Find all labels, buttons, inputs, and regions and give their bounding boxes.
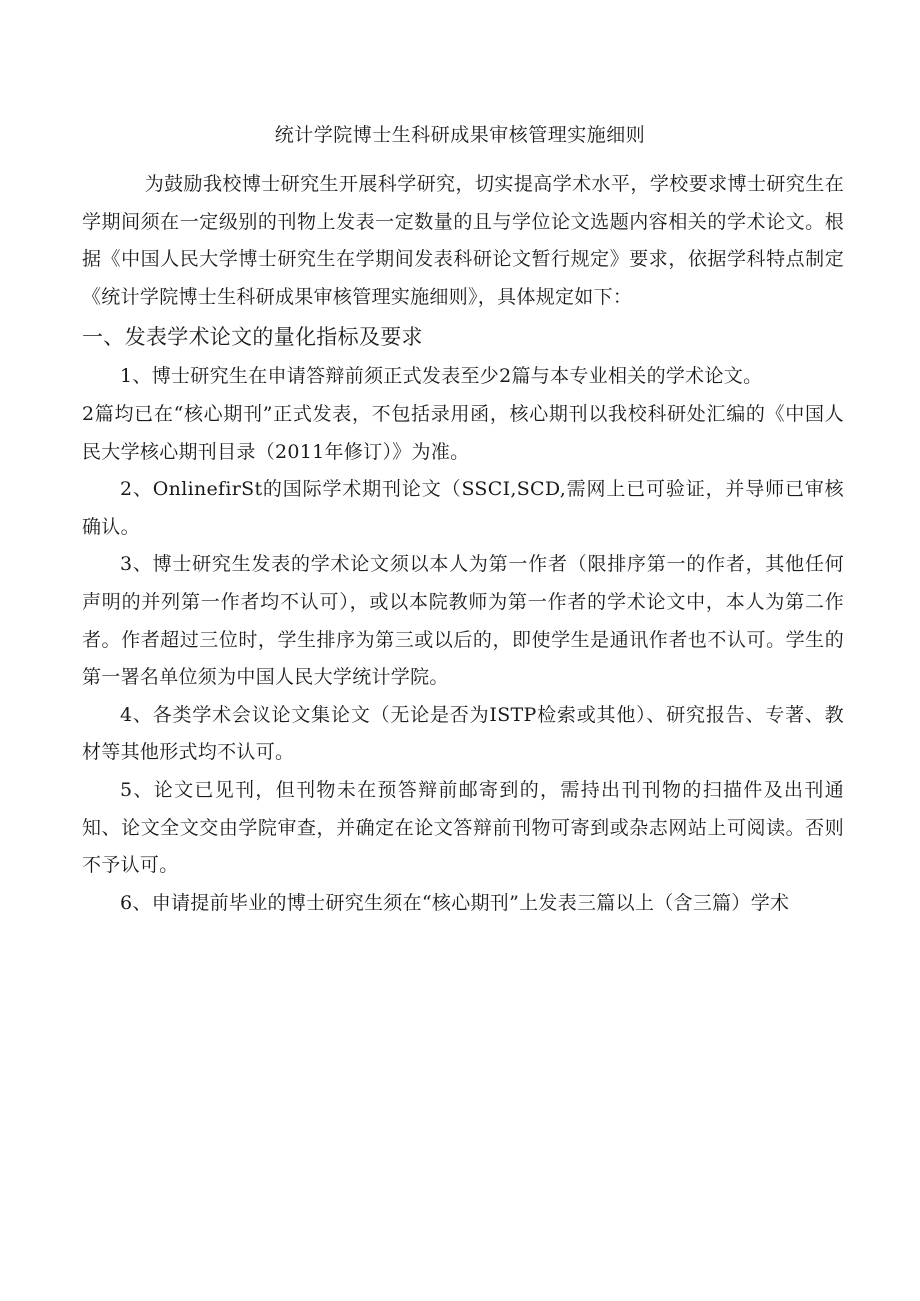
item-4-paragraph: 4、各类学术会议论文集论文（无论是否为ISTP检索或其他）、研究报告、专著、教材等其他形式均不认可。 xyxy=(82,703,844,764)
item-2-paragraph: 2、OnlinefirSt的国际学术期刊论文（SSCI,SCD,需网上已可验证，并导师已审核确认。 xyxy=(82,478,844,538)
item-1-paragraph: 1、博士研究生在申请答辩前须正式发表至少2篇与本专业相关的学术论文。 xyxy=(120,365,763,388)
item-6-paragraph: 6、申请提前毕业的博士研究生须在“核心期刊”上发表三篇以上（含三篇）学术 xyxy=(120,891,790,914)
intro-paragraph: 为鼓励我校博士研究生开展科学研究，切实提高学术水平，学校要求博士研究生在学期间须在一定级别的刊物上发表一定数量的且与学位论文选题内容相关的学术论文。根据《中国人民大学博士研究生在学期间发表科研论文暂行规定》要求，依据学科特点制定《统计学院博士生科研成果审核管理实施细则》，具体规定如下： xyxy=(82,173,844,308)
item-1-continuation: 2篇均已在“核心期刊”正式发表，不包括录用函，核心期刊以我校科研处汇编的《中国人民大学核心期刊目录（2011年修订）》为准。 xyxy=(82,402,844,463)
document-body xyxy=(82,166,844,922)
page-title: 统计学院博士生科研成果审核管理实施细则 xyxy=(274,124,646,146)
item-3-paragraph: 3、博士研究生发表的学术论文须以本人为第一作者（限排序第一的作者，其他任何声明的并列第一作者均不认可），或以本院教师为第一作者的学术论文中，本人为第二作者。作者超过三位时，学生排序为第三或以后的，即使学生是通讯作者也不认可。学生的第一署名单位须为中国人民大学统计学院。 xyxy=(82,553,844,689)
item-5-paragraph: 5、论文已见刊，但刊物未在预答辩前邮寄到的，需持出刊刊物的扫描件及出刊通知、论文全文交由学院审查，并确定在论文答辩前刊物可寄到或杂志网站上可阅读。否则不予认可。 xyxy=(82,778,844,877)
section-heading: 一、发表学术论文的量化指标及要求 xyxy=(82,325,423,350)
